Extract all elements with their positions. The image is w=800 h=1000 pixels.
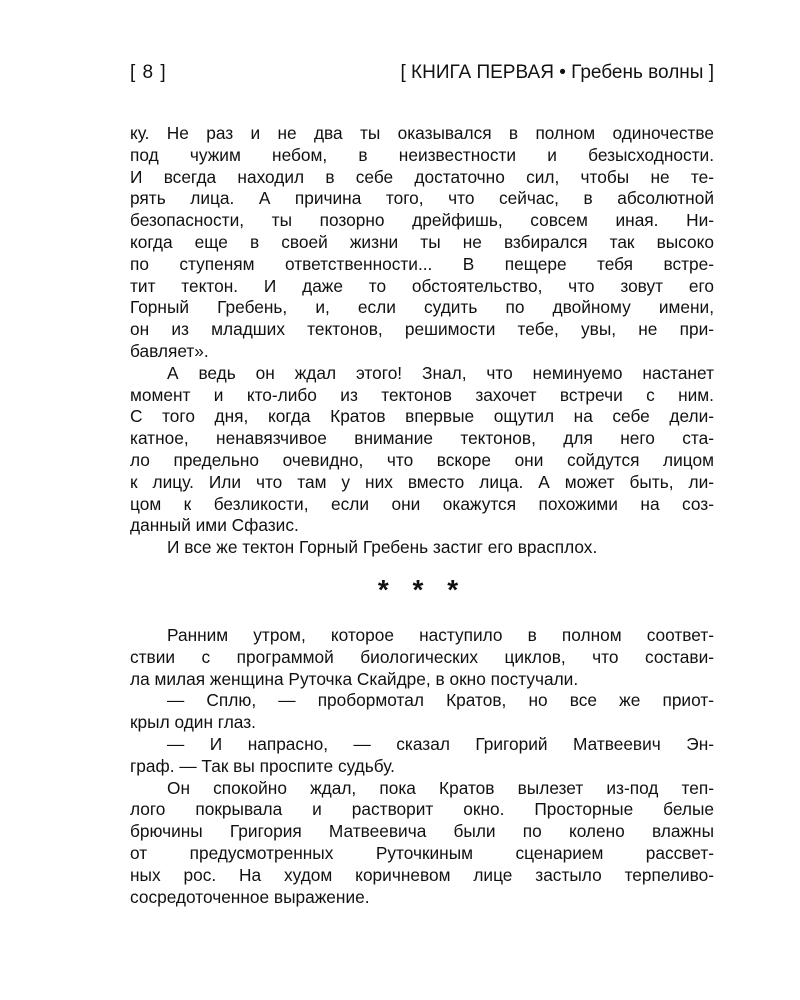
text-line: граф. — Так вы проспите судьбу. (130, 755, 395, 776)
text-line: ло предельно очевидно, что вскоре они сойдутся лицом (130, 449, 714, 470)
text-line: рять лица. А причина того, что сейчас, в абсолютной (130, 188, 714, 209)
text-line: И все же тектон Горный Гребень застиг его врасплох. (167, 537, 598, 558)
text-line: ных рос. На худом коричневом лице застыло терпеливо- (130, 864, 714, 885)
text-line: брючины Григория Матвеевича были по колено влажны (130, 821, 714, 842)
text-line: безопасности, ты позорно дрейфишь, совсем иная. Ни- (130, 210, 714, 231)
text-line: ку. Не раз и не два ты оказывался в полном одиночестве (130, 123, 714, 143)
text-line: Он спокойно ждал, пока Кратов вылезет из-под теп- (167, 777, 714, 798)
book-title: [ КНИГА ПЕРВАЯ • Гребень волны ] (400, 62, 714, 83)
text-section-one (130, 123, 714, 559)
page-number: [ 8 ] (130, 62, 167, 83)
text-line: под чужим небом, в неизвестности и безысходности. (130, 144, 714, 165)
text-line: катное, ненавязчивое внимание тектонов, для него ста- (130, 428, 714, 449)
text-line: крыл один глаз. (130, 712, 256, 733)
text-line: от предусмотренных Руточкиным сценарием рассвет- (130, 842, 714, 863)
text-line: А ведь он ждал этого! Знал, что неминуемо настанет (167, 362, 714, 383)
text-line: когда еще в своей жизни ты не взбирался так высоко (130, 231, 714, 252)
text-line: цом к безликости, если они окажутся похожими на соз- (130, 493, 714, 514)
text-line: он из младших тектонов, решимости тебе, увы, не при- (130, 319, 714, 340)
running-head (130, 61, 714, 85)
text-line: Горный Гребень, и, если судить по двойному имени, (130, 297, 714, 318)
text-line: бавляет». (130, 340, 209, 361)
text-line: лого покрывала и растворит окно. Просторные белые (130, 799, 714, 820)
text-line: сосредоточенное выражение. (130, 886, 370, 907)
text-line: момент и кто-либо из тектонов захочет встречи с ним. (130, 384, 714, 405)
text-line: тит тектон. И даже то обстоятельство, что зовут его (130, 275, 714, 296)
section-separator: * * * (377, 574, 467, 605)
text-section-two (130, 625, 714, 908)
text-line: данный ими Сфазис. (130, 515, 299, 536)
text-line: Ранним утром, которое наступило в полном соответ- (167, 625, 714, 645)
text-line: ла милая женщина Руточка Скайдре, в окно постучали. (130, 668, 579, 689)
text-line: ствии с программой биологических циклов, что состави- (130, 646, 714, 667)
text-line: к лицу. Или что там у них вместо лица. А может быть, ли- (130, 471, 714, 492)
text-line: И всегда находил в себе достаточно сил, чтобы не те- (130, 166, 714, 187)
text-line: — Сплю, — пробормотал Кратов, но все же приот- (167, 690, 714, 711)
text-line: по ступеням ответственности... В пещере тебя встре- (130, 253, 714, 274)
text-line: С того дня, когда Кратов впервые ощутил на себе дели- (130, 406, 714, 427)
text-line: — И напрасно, — сказал Григорий Матвеевич Эн- (167, 733, 714, 754)
